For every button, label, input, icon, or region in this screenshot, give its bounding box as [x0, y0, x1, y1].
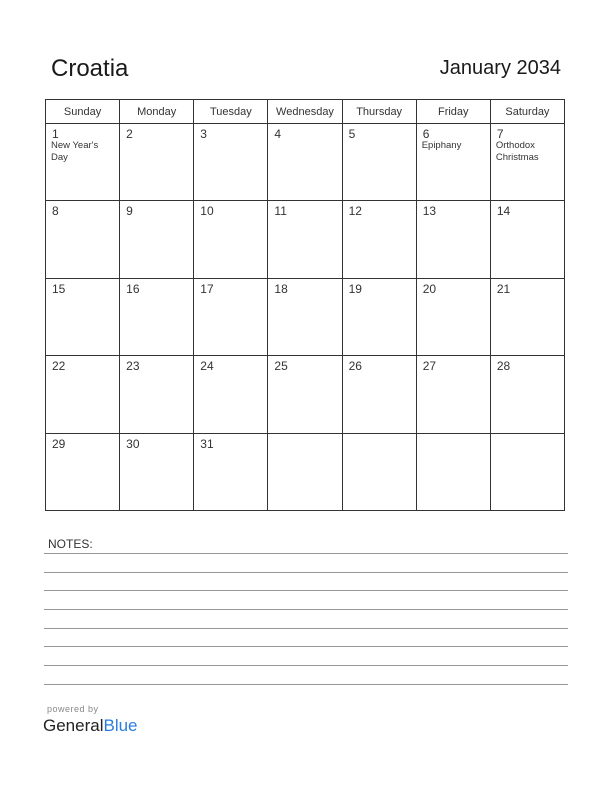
day-number: 2	[126, 127, 133, 141]
week-row	[46, 433, 565, 510]
day-number: 22	[52, 359, 66, 374]
notes-line	[44, 646, 568, 647]
week-row	[46, 124, 565, 201]
day-cell	[194, 124, 268, 201]
day-cell	[416, 433, 490, 510]
week-row	[46, 278, 565, 355]
day-number: 12	[348, 204, 362, 219]
day-cell	[46, 356, 120, 433]
day-number: 11	[274, 204, 287, 219]
day-number: 10	[200, 204, 214, 219]
day-cell	[46, 201, 120, 278]
day-number: 3	[200, 127, 207, 141]
day-cell	[194, 356, 268, 433]
day-cell	[194, 278, 268, 355]
day-number: 26	[348, 359, 362, 374]
notes-line	[44, 628, 568, 629]
day-cell	[268, 278, 342, 355]
day-cell	[194, 201, 268, 278]
day-cell	[416, 201, 490, 278]
weekday-header: Sunday	[46, 100, 120, 124]
month-title: January 2034	[439, 57, 561, 79]
day-number: 27	[422, 359, 437, 374]
week-row	[46, 356, 565, 433]
day-cell	[46, 433, 120, 510]
notes-label: NOTES:	[48, 537, 93, 551]
day-number: 16	[126, 281, 140, 296]
day-number: 15	[52, 281, 66, 296]
weekday-header: Tuesday	[194, 100, 268, 124]
day-cell	[46, 124, 120, 201]
day-number: 6	[422, 127, 430, 141]
day-cell	[342, 433, 416, 510]
day-cell	[120, 278, 194, 355]
notes-line	[44, 609, 568, 610]
weekday-header: Monday	[120, 100, 194, 124]
notes-line	[44, 553, 568, 554]
day-number: 9	[126, 204, 133, 219]
day-cell	[268, 356, 342, 433]
day-number: 21	[496, 281, 511, 296]
notes-line	[44, 684, 568, 685]
holiday-label: Epiphany	[421, 140, 462, 151]
day-number: 13	[422, 204, 437, 219]
day-cell	[120, 124, 194, 201]
day-number: 24	[200, 359, 214, 374]
day-cell	[342, 356, 416, 433]
day-number: 8	[52, 204, 59, 219]
week-row	[46, 201, 565, 278]
day-cell	[268, 433, 342, 510]
weekday-header: Wednesday	[268, 100, 342, 124]
day-number: 7	[496, 127, 504, 141]
brand-name-part1: General	[43, 716, 104, 735]
weekday-header: Thursday	[342, 100, 416, 124]
powered-by-text: powered by	[47, 704, 99, 714]
day-number: 25	[274, 359, 288, 374]
weekday-header-row	[46, 100, 565, 124]
weekday-header: Friday	[416, 100, 490, 124]
day-number: 14	[496, 204, 511, 219]
day-cell	[342, 278, 416, 355]
day-number: 28	[496, 359, 511, 374]
notes-line	[44, 572, 568, 573]
calendar-grid	[45, 99, 565, 511]
day-number: 29	[52, 436, 66, 451]
day-cell	[342, 124, 416, 201]
weekday-header: Saturday	[490, 100, 564, 124]
notes-line	[44, 665, 568, 666]
day-cell	[490, 201, 564, 278]
day-cell	[120, 356, 194, 433]
day-number: 18	[274, 281, 288, 296]
day-cell	[490, 278, 564, 355]
day-cell	[342, 201, 416, 278]
day-number: 17	[200, 281, 214, 296]
day-cell	[46, 278, 120, 355]
day-number: 30	[126, 436, 140, 451]
holiday-label: Orthodox Christmas	[495, 140, 539, 163]
brand-name-part2: Blue	[103, 716, 138, 735]
day-cell	[268, 201, 342, 278]
day-cell	[490, 124, 564, 201]
day-cell	[416, 278, 490, 355]
day-number: 20	[422, 281, 437, 296]
day-cell	[194, 433, 268, 510]
day-number: 19	[348, 281, 362, 296]
day-number: 5	[348, 127, 356, 141]
day-cell	[490, 433, 564, 510]
day-cell	[416, 124, 490, 201]
day-number: 1	[52, 127, 59, 141]
day-cell	[268, 124, 342, 201]
brand-logo	[43, 716, 138, 736]
notes-line	[44, 590, 568, 591]
day-number: 23	[126, 359, 140, 374]
holiday-label: New Year's Day	[51, 140, 99, 163]
day-number: 31	[200, 436, 214, 451]
day-cell	[490, 356, 564, 433]
country-title: Croatia	[51, 55, 129, 82]
day-cell	[120, 433, 194, 510]
day-cell	[416, 356, 490, 433]
day-cell	[120, 201, 194, 278]
day-number: 4	[274, 127, 282, 141]
